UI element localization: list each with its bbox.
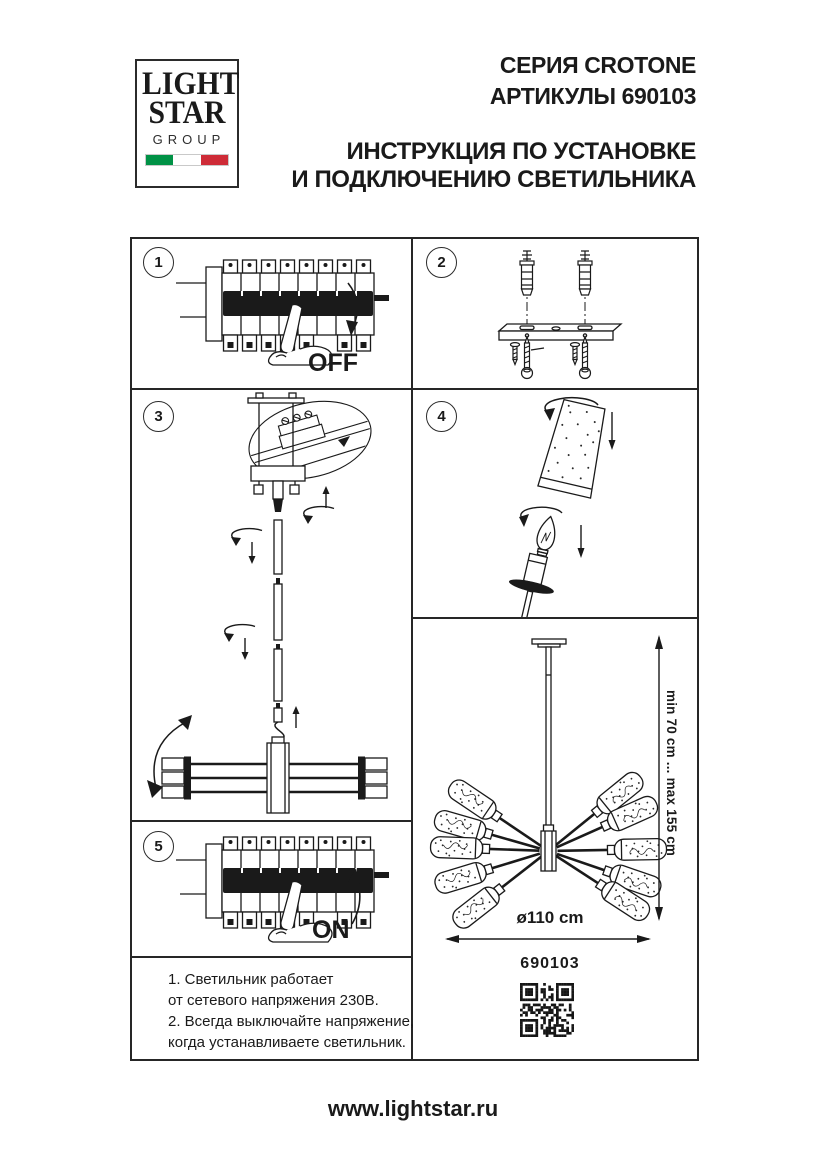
note-line: 1. Светильник работает bbox=[168, 971, 334, 988]
step-4-badge: 4 bbox=[426, 401, 457, 432]
logo-flag bbox=[145, 154, 229, 166]
step-3-panel bbox=[130, 388, 413, 822]
article-number: 690103 bbox=[520, 955, 580, 972]
note-line: когда устанавливаете светильник. bbox=[168, 1034, 406, 1051]
logo-light: LIGHT bbox=[142, 66, 240, 102]
header-articles: АРТИКУЛЫ 690103 bbox=[489, 83, 696, 109]
on-label: ON bbox=[312, 916, 350, 944]
rod-assembly-drawing bbox=[132, 390, 411, 820]
breaker-on-drawing bbox=[132, 822, 411, 956]
qr-code bbox=[520, 983, 574, 1037]
step-2-badge: 2 bbox=[426, 247, 457, 278]
logo-group: GROUP bbox=[152, 132, 226, 147]
height-dimension-label: min 70 cm ... max 155 cm bbox=[664, 690, 679, 857]
logo-star: STAR bbox=[148, 95, 226, 131]
off-label: OFF bbox=[308, 349, 358, 377]
shade-bulb-drawing bbox=[413, 390, 697, 617]
step-3-badge: 3 bbox=[143, 401, 174, 432]
note-line: 2. Всегда выключайте напряжение, bbox=[168, 1013, 415, 1030]
note-line: от сетевого напряжения 230В. bbox=[168, 992, 379, 1009]
step-1-badge: 1 bbox=[143, 247, 174, 278]
header-title-line1: ИНСТРУКЦИЯ ПО УСТАНОВКЕ bbox=[346, 138, 696, 165]
header bbox=[291, 50, 696, 194]
lightstar-logo bbox=[135, 59, 239, 188]
notes bbox=[168, 969, 414, 1053]
header-title-line2: И ПОДКЛЮЧЕНИЮ СВЕТИЛЬНИКА bbox=[291, 166, 696, 193]
diameter-dimension-label: ø110 cm bbox=[516, 908, 584, 927]
step-5-badge: 5 bbox=[143, 831, 174, 862]
header-series: СЕРИЯ CROTONE bbox=[499, 52, 696, 78]
footer-website: www.lightstar.ru bbox=[327, 1096, 499, 1121]
